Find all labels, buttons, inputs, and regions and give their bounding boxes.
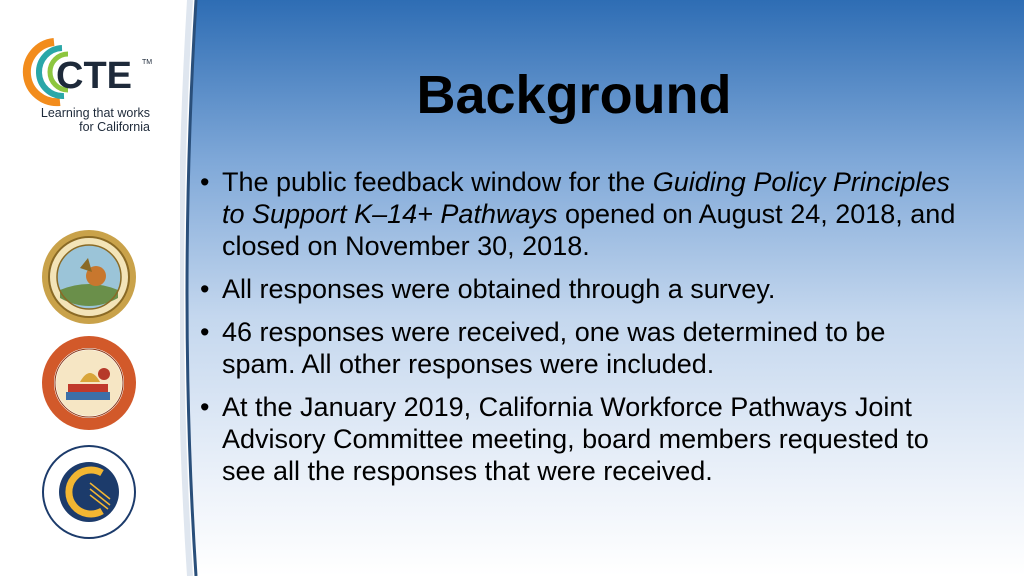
tagline-line-1: Learning that works [40, 106, 150, 120]
bullet-item [200, 166, 960, 262]
bullet-text-italic: Guiding Policy Principles to Support K–14+ Pathways [222, 167, 950, 229]
community-colleges-seal [40, 443, 138, 541]
bullet-dot: • [200, 167, 210, 197]
bullet-list [200, 166, 960, 498]
bullet-dot: • [200, 392, 210, 422]
tagline-line-2: for California [79, 120, 150, 134]
slide-title: Background [416, 65, 732, 125]
bullet-item [200, 316, 960, 380]
dept-education-seal [40, 334, 138, 432]
state-board-seal-icon [40, 228, 138, 326]
trademark-text: TM [142, 59, 153, 66]
left-sidebar [0, 0, 180, 576]
bullet-text-prefix: The public feedback window for the [222, 167, 653, 197]
bullet-text: 46 responses were received, one was determined to be spam. All other responses were included. [222, 317, 886, 379]
bullet-text-suffix: opened on August 24, 2018, and closed on November 30, 2018. [222, 199, 956, 261]
state-board-seal [40, 228, 138, 326]
bullet-text: All responses were obtained through a survey. [222, 274, 776, 304]
bullet-item [200, 273, 960, 305]
bullet-text: At the January 2019, California Workforce Pathways Joint Advisory Committee meeting, board members requested to see all the responses that were received. [222, 392, 929, 486]
cte-brand-text: CTE [56, 55, 132, 97]
cte-tagline [20, 106, 150, 134]
community-colleges-seal-icon [40, 443, 138, 541]
dept-education-seal-icon [40, 334, 138, 432]
bullet-dot: • [200, 317, 210, 347]
bullet-dot: • [200, 274, 210, 304]
bullet-item [200, 391, 960, 487]
